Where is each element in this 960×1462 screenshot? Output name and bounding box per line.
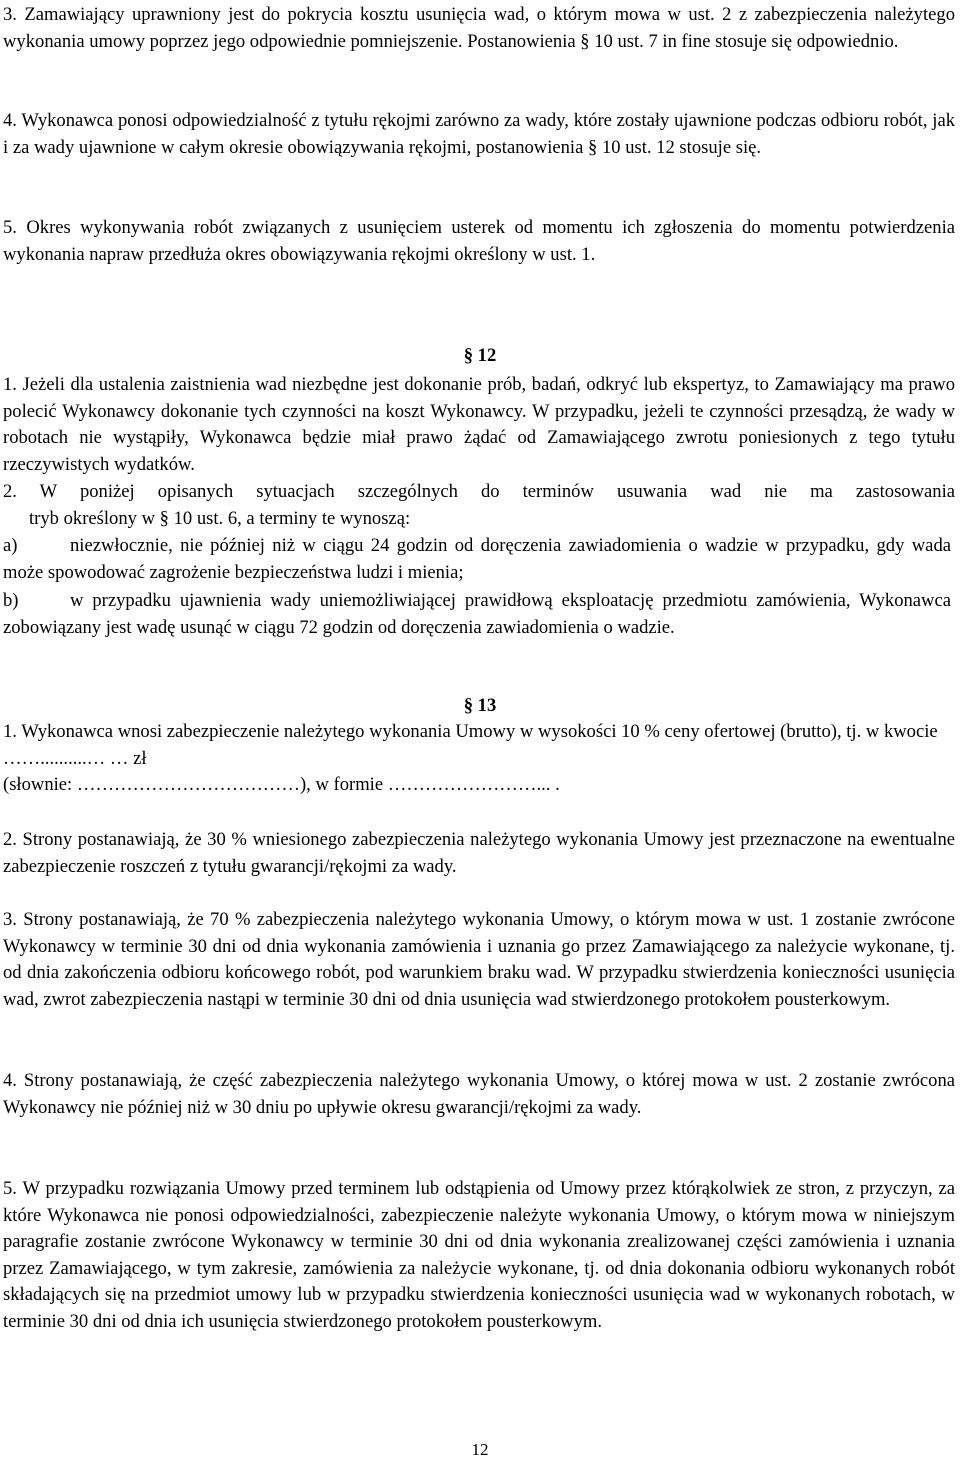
paragraph-10-4: 4. Wykonawca ponosi odpowiedzialność z tytułu rękojmi zarówno za wady, które zostały ujawnione podczas odbioru robót, jak i za wady ujawnione w całym okresie obowiązywania rękojmi, postanowienia § 10 ust. 12 stosuje się. (3, 110, 955, 158)
paragraph-12-1: 1. Jeżeli dla ustalenia zaistnienia wad niezbędne jest dokonanie prób, badań, odkryć lub ekspertyz, to Zamawiający ma prawo polecić Wykonawcy dokonanie tych czynności na koszt Wykonawcy. W przypadku, jeżeli te czynności przesądzą, że wady w robotach nie wystąpiły, Wykonawca będzie miał prawo żądać od Zamawiającego zwrotu poniesionych z tego tytułu rzeczywistych wydatków. (3, 374, 955, 475)
paragraph-12-2-line2: tryb określony w § 10 ust. 6, a terminy te wynoszą: (29, 507, 411, 529)
paragraph-12-2 (3, 479, 955, 532)
paragraph-13-5: 5. W przypadku rozwiązania Umowy przed terminem lub odstąpienia od Umowy przez którąkolwiek ze stron, z przyczyn, za które Wykonawca nie ponosi odpowiedzialności, zabezpieczenie należyte wykonania Umowy, o którym mowa w niniejszym paragrafie zostanie zwrócone Wykonawcy w terminie 30 dni od dnia wykonania zrealizowanej części zamówienia i uznania przez Zamawiającego, w tym zakresie, zamówienia za należycie wykonane, tj. od dnia dokonania odbioru wykonanych robót składających się na przedmiot umowy lub w przypadku stwierdzenia konieczności usunięcia wad w wykonanych robotach, w terminie 30 dni od dnia ich usunięcia stwierdzonego protokołem pousterkowym. (3, 1178, 955, 1332)
list-item-a (3, 533, 951, 586)
paragraph-12-2-line1: 2. W poniżej opisanych sytuacjach szczególnych do terminów usuwania wad nie ma zastosowania (3, 481, 955, 502)
paragraph-10-5: 5. Okres wykonywania robót związanych z usunięciem usterek od momentu ich zgłoszenia do momentu potwierdzenia wykonania napraw przedłuża okres obowiązywania rękojmi określony w ust. 1. (3, 217, 955, 265)
paragraph-13-1-line2: (słownie: ………………………………), w formie ……………………... . (3, 774, 560, 795)
paragraph-13-2: 2. Strony postanawiają, że 30 % wniesionego zabezpieczenia należytego wykonania Umowy jest przeznaczone na ewentualne zabezpieczenie roszczeń z tytułu gwarancji/rękojmi za wady. (3, 829, 955, 877)
section-heading-12: § 12 (463, 345, 497, 366)
list-item-b (3, 588, 951, 641)
list-text-b: w przypadku ujawnienia wady uniemożliwiającej prawidłową eksploatację przedmiotu zamówienia, Wykonawca zobowiązany jest wadę usunąć w ciągu 72 godzin od doręczenia zawiadomienia o wadzie. (3, 590, 951, 638)
list-marker-a: a) (3, 535, 18, 556)
paragraph-10-3: 3. Zamawiający uprawniony jest do pokrycia kosztu usunięcia wad, o którym mowa w ust. 2 z zabezpieczenia należytego wykonania umowy poprzez jego odpowiednie pomniejszenie. Postanowienia § 10 ust. 7 in fine stosuje się odpowiednio. (3, 4, 955, 52)
page-number: 12 (471, 1440, 489, 1459)
paragraph-13-1 (3, 719, 955, 799)
list-text-a: niezwłocznie, nie później niż w ciągu 24 godzin od doręczenia zawiadomienia o wadzie w przypadku, gdy wada może spowodować zagrożenie bezpieczeństwa ludzi i mienia; (3, 535, 951, 583)
list-marker-b: b) (3, 590, 19, 611)
section-heading-13: § 13 (463, 695, 497, 716)
paragraph-13-4: 4. Strony postanawiają, że część zabezpieczenia należytego wykonania Umowy, o której mowa w ust. 2 zostanie zwrócona Wykonawcy nie później niż w 30 dniu po upływie okresu gwarancji/rękojmi za wady. (3, 1070, 955, 1118)
paragraph-13-3: 3. Strony postanawiają, że 70 % zabezpieczenia należytego wykonania Umowy, o którym mowa w ust. 1 zostanie zwrócone Wykonawcy w terminie 30 dni od dnia wykonania zamówienia i uznania go przez Zamawiającego za należycie wykonane, tj. od dnia zakończenia odbioru końcowego robót, pod warunkiem braku wad. W przypadku stwierdzenia konieczności usunięcia wad, zwrot zabezpieczenia nastąpi w terminie 30 dni od dnia usunięcia wad stwierdzonego protokołem pousterkowym. (3, 909, 955, 1010)
paragraph-13-1-line1: 1. Wykonawca wnosi zabezpieczenie należytego wykonania Umowy w wysokości 10 % ceny ofertowej (brutto), tj. w kwocie ……..........… … zł (3, 721, 938, 769)
